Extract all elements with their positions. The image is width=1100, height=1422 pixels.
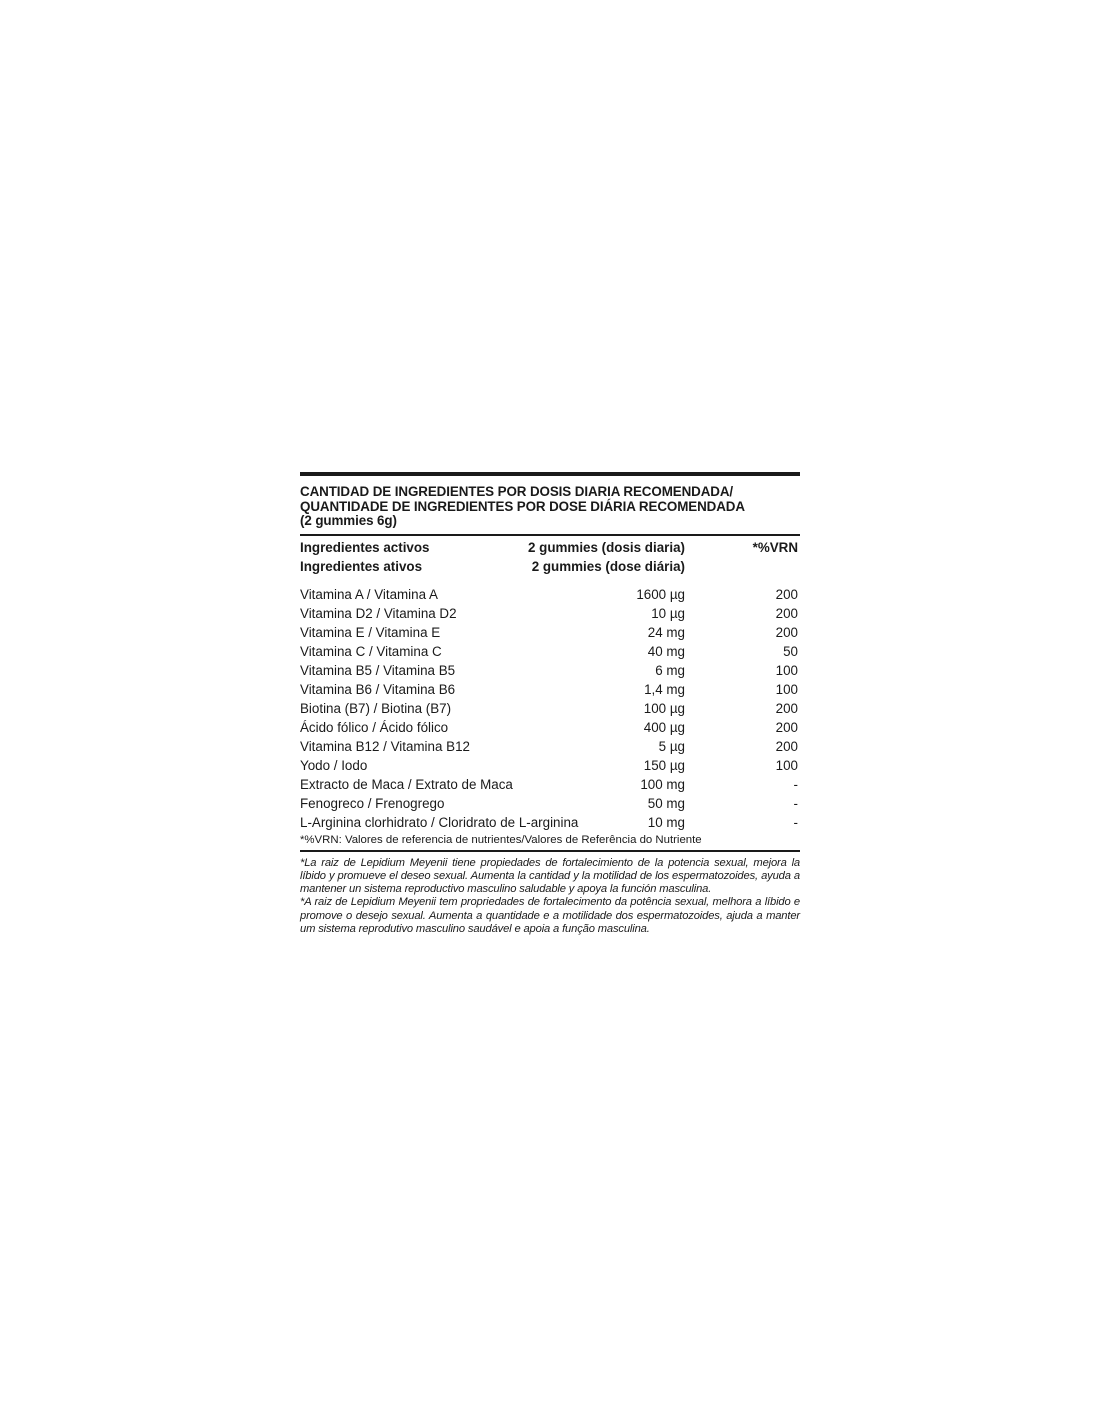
ingredient-amount: 10 mg [647, 814, 685, 830]
table-row [300, 718, 800, 737]
table-row [300, 661, 800, 680]
table-row [300, 604, 800, 623]
ingredient-name: Vitamina B12 / Vitamina B12 [300, 738, 470, 754]
ingredient-amount: 100 mg [640, 776, 685, 792]
table-row [300, 585, 800, 604]
ingredient-name: Ácido fólico / Ácido fólico [300, 719, 449, 735]
nutrition-label [300, 472, 800, 936]
table-row [300, 680, 800, 699]
ingredients-header-es: Ingredientes activos [300, 539, 430, 555]
table-row [300, 794, 800, 813]
ingredient-vrn: - [793, 795, 798, 811]
ingredient-amount: 5 µg [658, 738, 685, 754]
health-claims [300, 857, 800, 937]
heading-line-pt: QUANTIDADE DE INGREDIENTES POR DOSE DIÁRIA RECOMENDADA [300, 498, 745, 514]
claim-pt: *A raiz de Lepidium Meyenii tem propriedades de fortalecimento da potência sexual, melhora a líbido e promove o desejo sexual. Aumenta a quantidade e a motilidade dos espermatozoides, ajuda a manter um sistema reprodutivo masculino saudável e apoia a função masculina. [300, 896, 800, 935]
ingredient-name: Yodo / Iodo [300, 757, 368, 773]
ingredient-amount: 10 µg [651, 605, 685, 621]
table-row [300, 699, 800, 718]
ingredient-amount: 100 µg [643, 700, 685, 716]
ingredient-name: Vitamina B5 / Vitamina B5 [300, 662, 456, 678]
column-headers [300, 539, 800, 579]
heading-line-serving: (2 gummies 6g) [300, 513, 397, 528]
ingredient-vrn: 200 [775, 738, 798, 754]
ingredient-amount: 1600 µg [636, 586, 685, 602]
ingredient-name: Biotina (B7) / Biotina (B7) [300, 700, 452, 716]
vrn-footnote: *%VRN: Valores de referencia de nutrientes/Valores de Referência do Nutriente [300, 833, 702, 846]
ingredient-name: Vitamina E / Vitamina E [300, 624, 441, 640]
ingredient-amount: 400 µg [643, 719, 685, 735]
ingredient-name: L-Arginina clorhidrato / Cloridrato de L-arginina [300, 814, 579, 830]
table-row [300, 737, 800, 756]
ingredient-amount: 6 mg [655, 662, 685, 678]
claim-es: *La raiz de Lepidium Meyenii tiene propiedades de fortalecimiento de la potencia sexual, mejora la líbido y promueve el deseo sexual. Aumenta la cantidad y la motilidad de los espermatozoides, ayuda a mantener un sistema reproductivo masculino saludable y apoya la función masculina. [300, 856, 800, 896]
ingredient-amount: 24 mg [647, 624, 685, 640]
ingredient-name: Vitamina D2 / Vitamina D2 [300, 605, 457, 621]
ingredient-vrn: 200 [775, 719, 798, 735]
ingredient-vrn: 200 [775, 624, 798, 640]
heading-rule [300, 534, 800, 536]
ingredient-vrn: 50 [783, 643, 798, 659]
ingredient-vrn: - [793, 776, 798, 792]
ingredient-vrn: 100 [775, 681, 798, 697]
ingredient-vrn: - [793, 814, 798, 830]
ingredient-name: Vitamina B6 / Vitamina B6 [300, 681, 456, 697]
top-rule [300, 472, 800, 476]
ingredient-amount: 50 mg [647, 795, 685, 811]
ingredient-amount: 1,4 mg [644, 681, 685, 697]
table-row [300, 642, 800, 661]
vrn-header: *%VRN [752, 539, 798, 555]
label-heading [300, 485, 800, 529]
ingredient-name: Fenogreco / Frenogrego [300, 795, 445, 811]
ingredient-name: Vitamina C / Vitamina C [300, 643, 442, 659]
bottom-rule [300, 850, 800, 852]
ingredient-vrn: 200 [775, 586, 798, 602]
table-row [300, 775, 800, 794]
ingredient-rows [300, 585, 800, 832]
table-row [300, 623, 800, 642]
heading-line-es: CANTIDAD DE INGREDIENTES POR DOSIS DIARIA RECOMENDADA/ [300, 484, 734, 499]
dose-header-es: 2 gummies (dosis diaria) [527, 539, 685, 555]
dose-header-pt: 2 gummies (dose diária) [531, 558, 685, 574]
ingredient-amount: 40 mg [647, 643, 685, 659]
table-row [300, 756, 800, 775]
ingredient-vrn: 200 [775, 605, 798, 621]
ingredients-header-pt: Ingredientes ativos [300, 558, 423, 574]
table-row [300, 813, 800, 832]
ingredient-name: Vitamina A / Vitamina A [300, 586, 438, 602]
ingredient-name: Extracto de Maca / Extrato de Maca [300, 776, 513, 792]
ingredient-amount: 150 µg [643, 757, 685, 773]
ingredient-vrn: 100 [775, 662, 798, 678]
ingredient-vrn: 100 [775, 757, 798, 773]
ingredient-vrn: 200 [775, 700, 798, 716]
